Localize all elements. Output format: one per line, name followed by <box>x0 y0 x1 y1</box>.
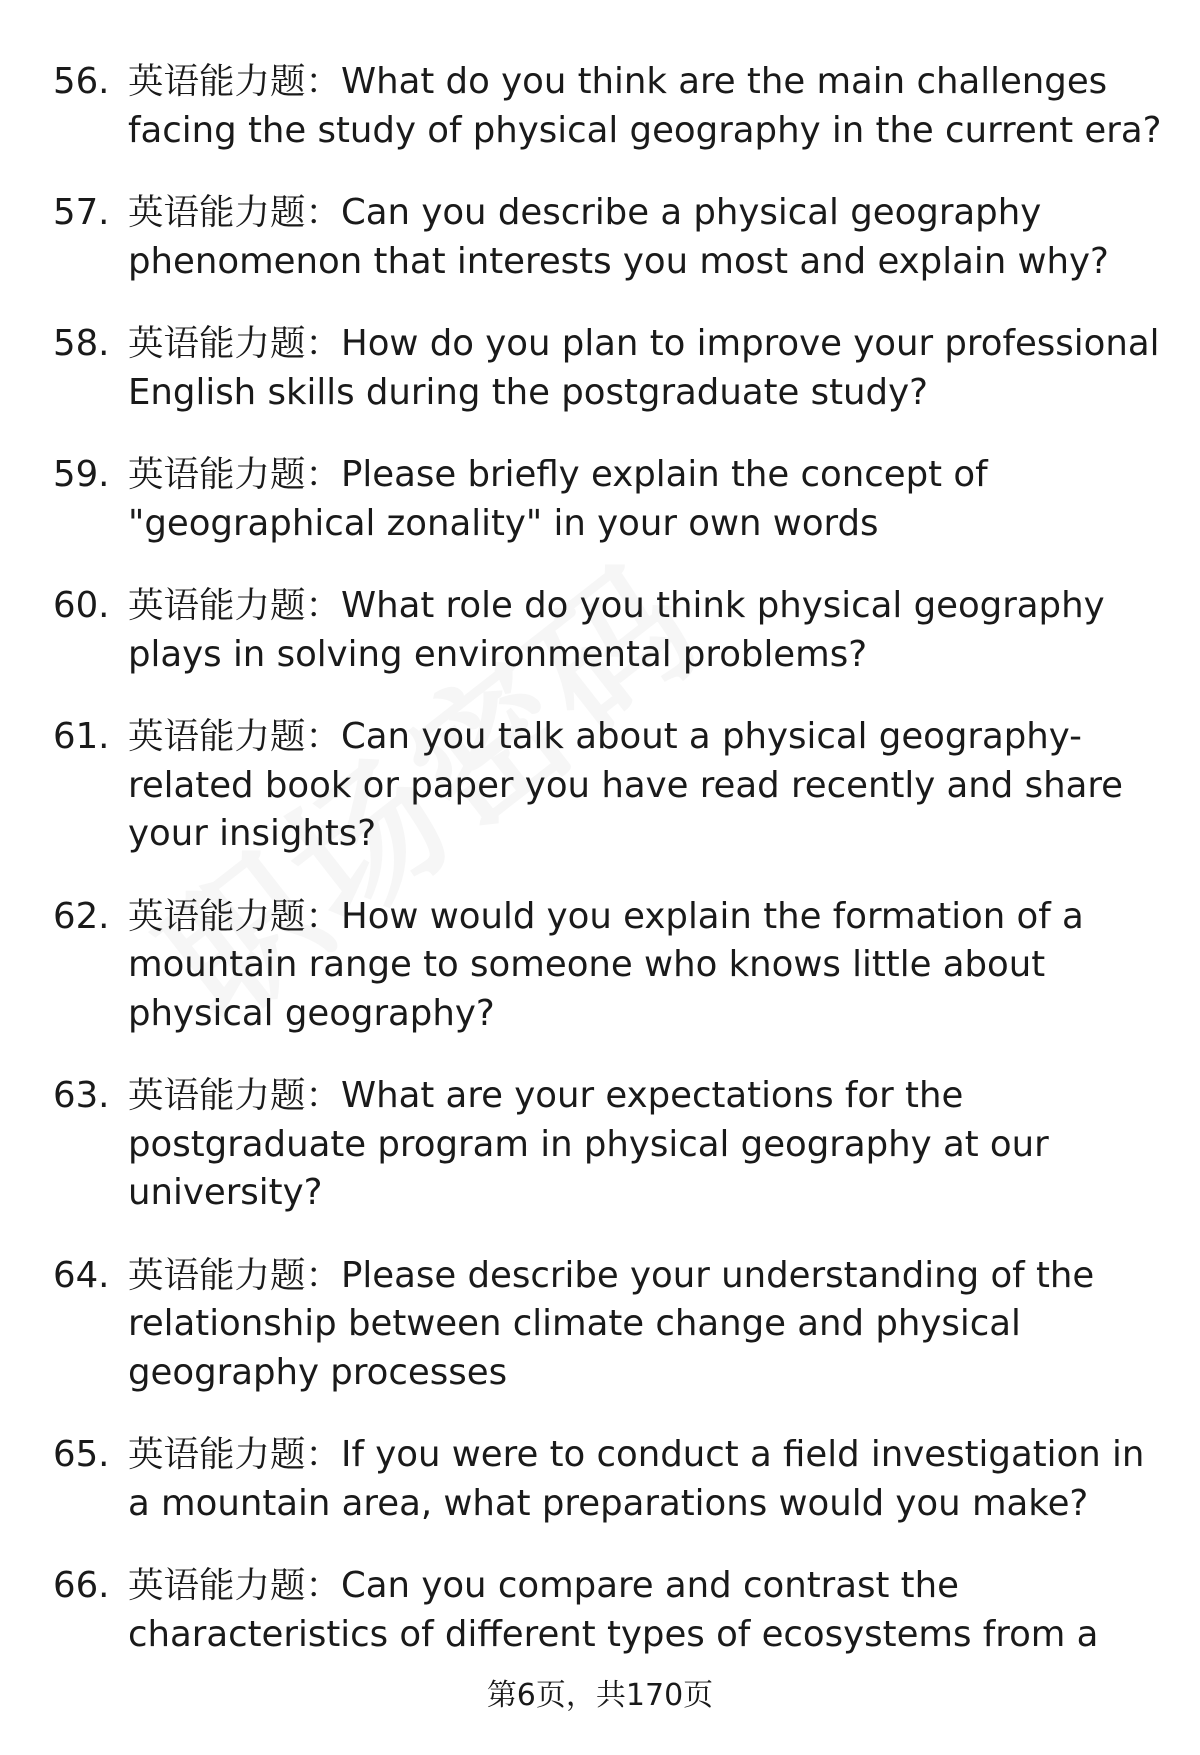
question-item-66 <box>0 1562 1200 1659</box>
question-text: 英语能力题：What do you think are the main challenges facing the study of physical geography in the current era? <box>128 61 1162 151</box>
question-number: 56. <box>53 61 110 102</box>
question-text: 英语能力题：What are your expectations for the postgraduate program in physical geography at our university? <box>128 1075 1049 1213</box>
question-item-58 <box>0 320 1200 417</box>
question-text: 英语能力题：Can you compare and contrast the characteristics of different types of ecosystems from a <box>128 1565 1099 1655</box>
question-number: 58. <box>53 323 110 364</box>
question-item-60 <box>0 582 1200 679</box>
question-list <box>0 58 1200 1693</box>
question-text: 英语能力题：How would you explain the formation of a mountain range to someone who knows little about physical geography? <box>128 895 1084 1034</box>
question-item-63 <box>0 1072 1200 1218</box>
question-item-62 <box>0 893 1200 1039</box>
page-footer: 第6页，共170页 <box>486 1678 714 1713</box>
question-item-65 <box>0 1431 1200 1528</box>
question-text: 英语能力题：What role do you think physical geography plays in solving environmental problems? <box>128 585 1105 675</box>
question-number: 63. <box>53 1075 110 1116</box>
question-item-56 <box>0 58 1200 155</box>
question-text: 英语能力题：Can you describe a physical geography phenomenon that interests you most and explain why? <box>128 192 1109 282</box>
question-text: 英语能力题：How do you plan to improve your professional English skills during the postgraduate study? <box>128 323 1160 413</box>
question-number: 66. <box>53 1565 110 1606</box>
question-number: 62. <box>53 895 110 937</box>
question-text: 英语能力题：If you were to conduct a field investigation in a mountain area, what preparations would you make? <box>128 1434 1145 1524</box>
question-number: 57. <box>53 192 110 233</box>
question-text: 英语能力题：Please describe your understanding of the relationship between climate change and physical geography processes <box>128 1254 1095 1393</box>
question-item-61 <box>0 713 1200 859</box>
question-number: 64. <box>53 1254 110 1296</box>
question-number: 65. <box>53 1434 110 1475</box>
question-item-64 <box>0 1252 1200 1398</box>
question-text: 英语能力题：Please briefly explain the concept of "geographical zonality" in your own words <box>128 454 988 544</box>
question-number: 60. <box>53 585 110 626</box>
question-item-59 <box>0 451 1200 548</box>
question-number: 59. <box>53 454 110 495</box>
question-item-57 <box>0 189 1200 286</box>
question-text: 英语能力题：Can you talk about a physical geography-related book or paper you have read recently and share your insights? <box>128 716 1124 854</box>
question-number: 61. <box>53 716 110 757</box>
